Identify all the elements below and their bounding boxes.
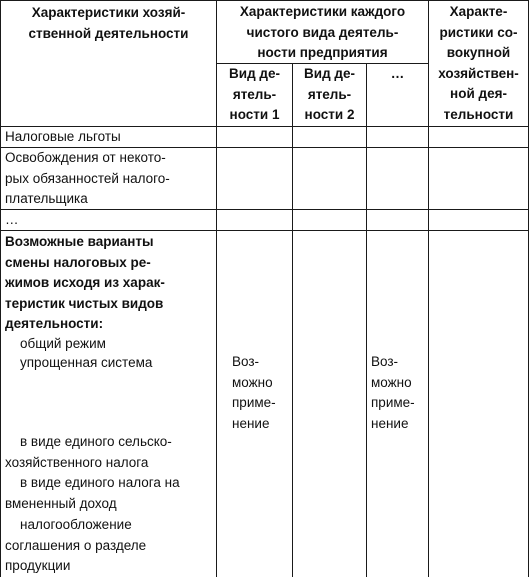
row-tax-benefits: Налоговые льготы <box>5 129 121 144</box>
regime-imputed-income-tax: в виде единого налога на вмененный доход <box>5 475 180 511</box>
col-divider <box>292 63 293 577</box>
header-col2-sub1: Вид де- ятель- ности 1 <box>229 66 280 122</box>
col-divider <box>366 63 367 577</box>
regime-simplified: упрощенная система <box>20 355 153 370</box>
activity1-possible-application: Воз- можно приме- нение <box>232 354 276 431</box>
regime-general: общий режим <box>20 336 106 351</box>
row-regime-options-heading: Возможные варианты смены налоговых ре- жимов исходя из харак- теристик чистых видов деятельности: <box>5 234 165 331</box>
row-ellipsis: … <box>5 212 19 227</box>
header-col1: Характеристики хозяй- ственной деятельности <box>28 5 189 41</box>
table-border-top <box>0 0 529 1</box>
table-border-left <box>0 0 1 577</box>
header-col2-sub3: … <box>390 66 405 81</box>
row-exemptions: Освобождения от некото- рых обязанностей налого- плательщика <box>5 150 170 206</box>
regime-agricultural-tax: в виде единого сельско- хозяйственного налога <box>5 434 172 470</box>
activity-n-possible-application: Воз- можно приме- нение <box>371 354 415 431</box>
header-col3: Характе- ристики со- вокупной хозяйствен- ной дея- тельности <box>438 4 519 122</box>
row-divider <box>0 230 529 231</box>
header-col2-sub2: Вид де- ятель- ности 2 <box>304 66 355 122</box>
header-col2: Характеристики каждого чистого вида деятель- ности предприятия <box>239 4 406 60</box>
regime-production-sharing: налогообложение соглашения о разделе продукции <box>5 517 147 573</box>
